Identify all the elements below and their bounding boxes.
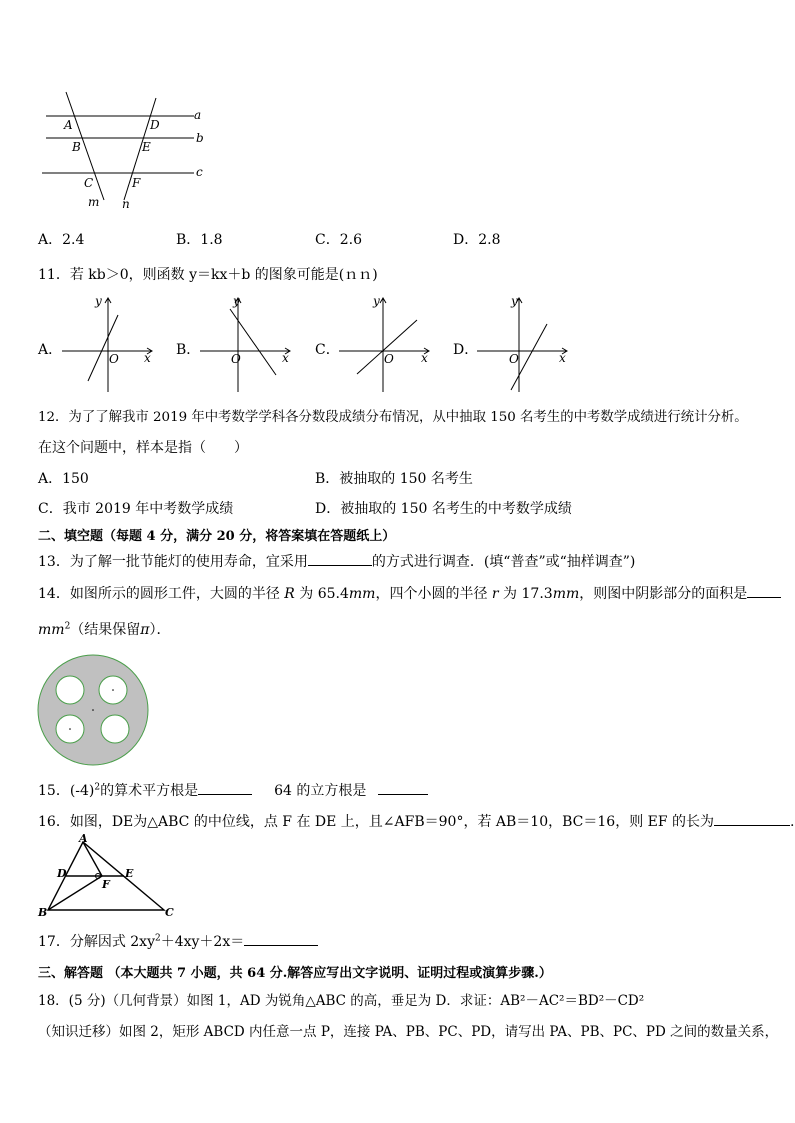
tri-label-D: D (57, 867, 67, 880)
tri-label-A: A (79, 832, 88, 845)
q14-text: 14．如图所示的圆形工件，大圆的半径 R 为 65.4mm，四个小圆的半径 r 为 17.3mm，则图中阴影部分的面积是 (38, 583, 781, 603)
label-b: b (196, 131, 204, 145)
q17-text: 17．分解因式 $2xy^2+4xy+2x=$ (38, 931, 318, 951)
tri-label-E: E (125, 867, 134, 880)
section2-title: 二、填空题（每题 4 分，满分 20 分，将答案填在答题纸上） (38, 529, 396, 544)
q11-graph-c (337, 292, 433, 394)
x-axis-label: x (421, 351, 428, 365)
q11-text: 11．若 kb＞0，则函数 y＝kx＋b 的图象可能是(ｎｎ) (38, 267, 378, 283)
tri-label-F: F (102, 878, 110, 891)
q12-option-b: B．被抽取的 150 名考生 (315, 471, 473, 487)
q11-graph-b (198, 292, 294, 394)
q10-option-d: D．2.8 (453, 232, 501, 248)
label-c: c (196, 165, 203, 179)
label-D: D (150, 118, 160, 132)
label-a: a (194, 108, 202, 122)
origin-label: O (231, 352, 241, 366)
q11-graph-d (475, 292, 571, 394)
q13-blank (308, 565, 372, 566)
q16-blank (714, 825, 790, 826)
q18-line2: （知识迁移）如图 2，矩形 ABCD 内任意一点 P，连接 PA、PB、PC、PD，请写出 PA、PB、PC、PD 之间的数量关系， (38, 1024, 779, 1040)
y-axis-label: y (233, 294, 240, 308)
y-axis-label: y (511, 294, 518, 308)
q11-graph-a (60, 292, 156, 394)
parallel-lines-figure (34, 96, 214, 214)
q12-line1: 12．为了了解我市 2019 年中考数学学科各分数段成绩分布情况，从中抽取 150 名考生的中考数学成绩进行统计分析。 (38, 410, 748, 425)
section3-title: 三、解答题 （本大题共 7 小题，共 64 分.解答应写出文字说明、证明过程或演算步骤.） (38, 966, 552, 981)
q13-text: 13．为了解一批节能灯的使用寿命，宜采用 的方式进行调查．(填“普查”或“抽样调查”) (38, 554, 636, 570)
y-axis-label: y (95, 294, 102, 308)
origin-label: O (509, 352, 519, 366)
x-axis-label: x (144, 351, 151, 365)
q15-blank-1 (198, 794, 252, 795)
label-m: m (88, 195, 100, 209)
q11-option-c: C． (315, 342, 340, 358)
q15-text: 15．$(-4)^2$的算术平方根是 64 的立方根是 (38, 780, 428, 800)
label-A: A (64, 118, 73, 132)
q17-blank (244, 945, 318, 946)
q12-option-c: C．我市 2019 年中考数学成绩 (38, 501, 234, 517)
q10-option-c: C．2.6 (315, 232, 362, 248)
x-axis-label: x (282, 351, 289, 365)
x-axis-label: x (559, 351, 566, 365)
q12-option-a: A．150 (38, 471, 89, 487)
label-F: F (132, 176, 141, 190)
triangle-figure (36, 832, 176, 920)
q18-line1: 18．(5 分)（几何背景）如图 1，AD 为锐角△ABC 的高，垂足为 D．求证：AB²－AC²＝BD²－CD² (38, 993, 645, 1009)
y-axis-label: y (373, 294, 380, 308)
circle-workpiece-figure (37, 654, 149, 766)
tri-label-C: C (165, 906, 174, 919)
q12-line2: 在这个问题中，样本是指（ ） (38, 440, 248, 456)
q11-option-a: A． (38, 342, 63, 358)
q10-option-b: B．1.8 (176, 232, 223, 248)
q12-option-d: D．被抽取的 150 名考生的中考数学成绩 (315, 501, 572, 517)
q14-line2: $mm^2$（结果保留π）． (38, 621, 171, 638)
origin-label: O (109, 352, 119, 366)
q14-blank (747, 597, 781, 598)
label-B: B (72, 140, 81, 154)
label-n: n (122, 197, 130, 211)
label-E: E (142, 140, 151, 154)
q15-blank-2 (378, 794, 428, 795)
q11-option-b: B． (176, 342, 201, 358)
q11-option-d: D． (453, 342, 479, 358)
q10-option-a: A．2.4 (38, 232, 85, 248)
origin-label: O (384, 352, 394, 366)
label-C: C (84, 176, 94, 190)
q16-text: 16．如图，DE为△ABC 的中位线，点 F 在 DE 上，且∠AFB＝90°，若 AB＝10，BC＝16，则 EF 的长为 . (38, 814, 795, 830)
tri-label-B: B (38, 906, 48, 919)
